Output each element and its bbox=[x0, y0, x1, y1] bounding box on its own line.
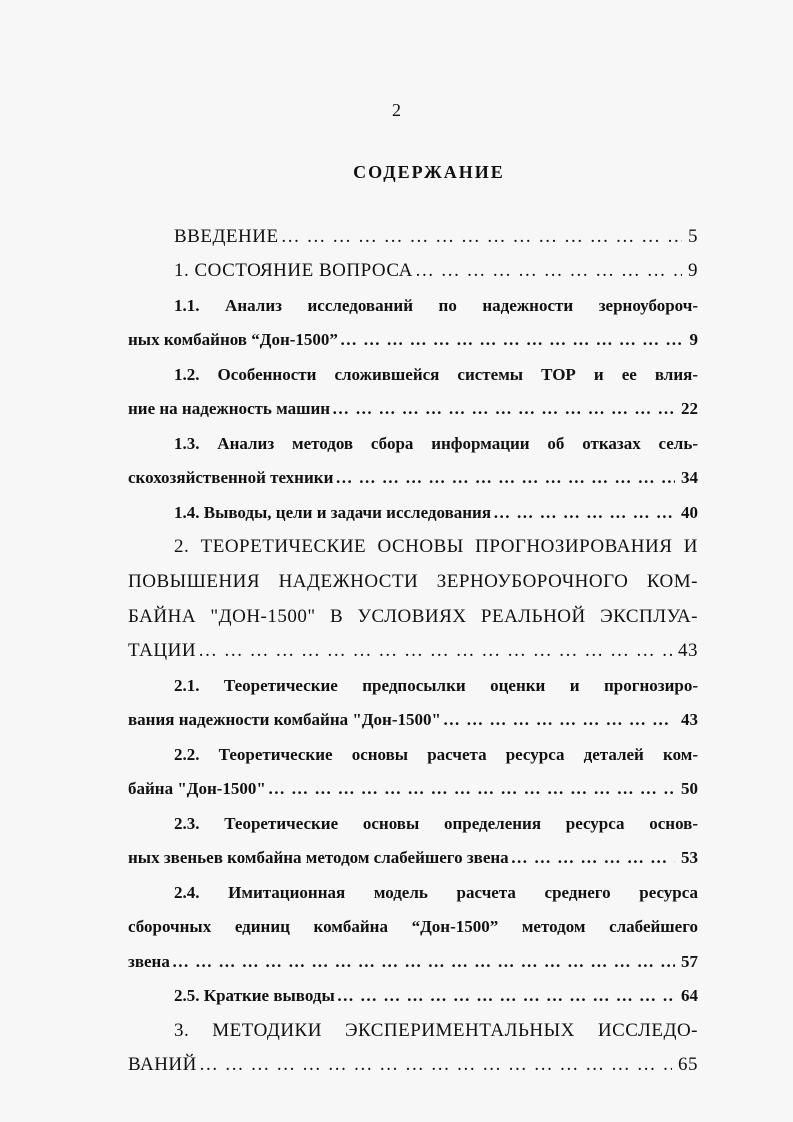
toc-entry-text: ние на надежность машин bbox=[128, 399, 331, 418]
toc-entry-chapter-2-line3[interactable]: БАЙНА "ДОН-1500" В УСЛОВИЯХ РЕАЛЬНОЙ ЭКСПЛУА- bbox=[128, 606, 698, 627]
leader-dots bbox=[340, 327, 684, 353]
leader-dots bbox=[332, 396, 675, 422]
toc-page-number: 65 bbox=[678, 1054, 698, 1075]
toc-entry-chapter-3-line2[interactable] bbox=[128, 1052, 698, 1078]
toc-page-number: 50 bbox=[681, 779, 698, 798]
leader-dots bbox=[198, 638, 672, 664]
toc-entry-2-3-line2[interactable] bbox=[128, 845, 698, 871]
toc-title: СОДЕРЖАНИЕ bbox=[353, 162, 505, 182]
toc-page-number: 5 bbox=[688, 226, 698, 247]
toc-entry-1-1-line2[interactable] bbox=[128, 327, 698, 353]
leader-dots bbox=[281, 224, 682, 250]
toc-entry-1-4[interactable] bbox=[174, 500, 698, 526]
toc-entry-chapter-2-line1[interactable]: 2. ТЕОРЕТИЧЕСКИЕ ОСНОВЫ ПРОГНОЗИРОВАНИЯ И bbox=[174, 536, 698, 557]
toc-entry-2-2-line1[interactable]: 2.2. Теоретические основы расчета ресурса деталей ком- bbox=[174, 745, 698, 764]
toc-entry-text: ТАЦИИ bbox=[128, 640, 197, 661]
toc-entry-text: вания надежности комбайна "Дон-1500" bbox=[128, 710, 441, 729]
toc-entry-1-3-line1[interactable]: 1.3. Анализ методов сбора информации об отказах сель- bbox=[174, 434, 698, 453]
toc-entry-chapter-2-line4[interactable] bbox=[128, 638, 698, 664]
toc-entry-1-2-line1[interactable]: 1.2. Особенности сложившейся системы ТОР и ее влия- bbox=[174, 365, 698, 384]
toc-page-number: 53 bbox=[681, 848, 698, 867]
leader-dots bbox=[443, 707, 675, 733]
toc-entry-2-3-line1[interactable]: 2.3. Теоретические основы определения ресурса основ- bbox=[174, 814, 698, 833]
toc-entry-text: 1. СОСТОЯНИЕ ВОПРОСА bbox=[174, 260, 413, 281]
toc-page-number: 43 bbox=[681, 710, 698, 729]
toc-entry-2-2-line2[interactable] bbox=[128, 776, 698, 802]
toc-entry-text: ных комбайнов “Дон-1500” bbox=[128, 330, 338, 349]
toc-entry-text: 2.5. Краткие выводы bbox=[174, 986, 335, 1005]
leader-dots bbox=[199, 1052, 672, 1078]
toc-page-number: 40 bbox=[681, 503, 698, 522]
leader-dots bbox=[337, 983, 675, 1009]
toc-entry-1-1-line1[interactable]: 1.1. Анализ исследований по надежности зерноубороч- bbox=[174, 296, 698, 315]
page-number: 2 bbox=[392, 100, 401, 120]
leader-dots bbox=[268, 776, 675, 802]
toc-entry-text: ВВЕДЕНИЕ bbox=[174, 226, 279, 247]
toc-entry-2-4-line2[interactable]: сборочных единиц комбайна “Дон-1500” методом слабейшего bbox=[128, 917, 698, 936]
toc-entry-text: байна "Дон-1500" bbox=[128, 779, 266, 798]
toc-entry-text: звена bbox=[128, 952, 170, 971]
toc-entry-text: 1.4. Выводы, цели и задачи исследования bbox=[174, 503, 492, 522]
toc-entry-1-2-line2[interactable] bbox=[128, 396, 698, 422]
toc-entry-text: ВАНИЙ bbox=[128, 1054, 197, 1075]
toc-entry-chapter-3-line1[interactable]: 3. МЕТОДИКИ ЭКСПЕРИМЕНТАЛЬНЫХ ИССЛЕДО- bbox=[174, 1020, 698, 1041]
toc-entry-2-4-line1[interactable]: 2.4. Имитационная модель расчета среднего ресурса bbox=[174, 883, 698, 902]
toc-page-number: 34 bbox=[681, 468, 698, 487]
toc-page-number: 9 bbox=[689, 330, 698, 349]
leader-dots bbox=[415, 258, 682, 284]
toc-page-number: 64 bbox=[681, 986, 698, 1005]
toc-entry-2-4-line3[interactable] bbox=[128, 949, 698, 975]
leader-dots bbox=[493, 500, 675, 526]
toc-entry-text: скохозяйственной техники bbox=[128, 468, 334, 487]
leader-dots bbox=[511, 845, 675, 871]
toc-entry-2-1-line2[interactable] bbox=[128, 707, 698, 733]
toc-entry-2-1-line1[interactable]: 2.1. Теоретические предпосылки оценки и прогнозиро- bbox=[174, 676, 698, 695]
toc-page-number: 22 bbox=[681, 399, 698, 418]
leader-dots bbox=[335, 465, 675, 491]
toc-entry-chapter-2-line2[interactable]: ПОВЫШЕНИЯ НАДЕЖНОСТИ ЗЕРНОУБОРОЧНОГО КОМ- bbox=[128, 571, 698, 592]
toc-entry-introduction[interactable] bbox=[174, 224, 698, 250]
leader-dots bbox=[172, 949, 675, 975]
toc-page-number: 57 bbox=[681, 952, 698, 971]
toc-entry-2-5[interactable] bbox=[174, 983, 698, 1009]
toc-entry-1-3-line2[interactable] bbox=[128, 465, 698, 491]
toc-entry-text: ных звеньев комбайна методом слабейшего звена bbox=[128, 848, 509, 867]
toc-page-number: 43 bbox=[678, 640, 698, 661]
toc-page-number: 9 bbox=[688, 260, 698, 281]
toc-entry-chapter-1[interactable] bbox=[174, 258, 698, 284]
